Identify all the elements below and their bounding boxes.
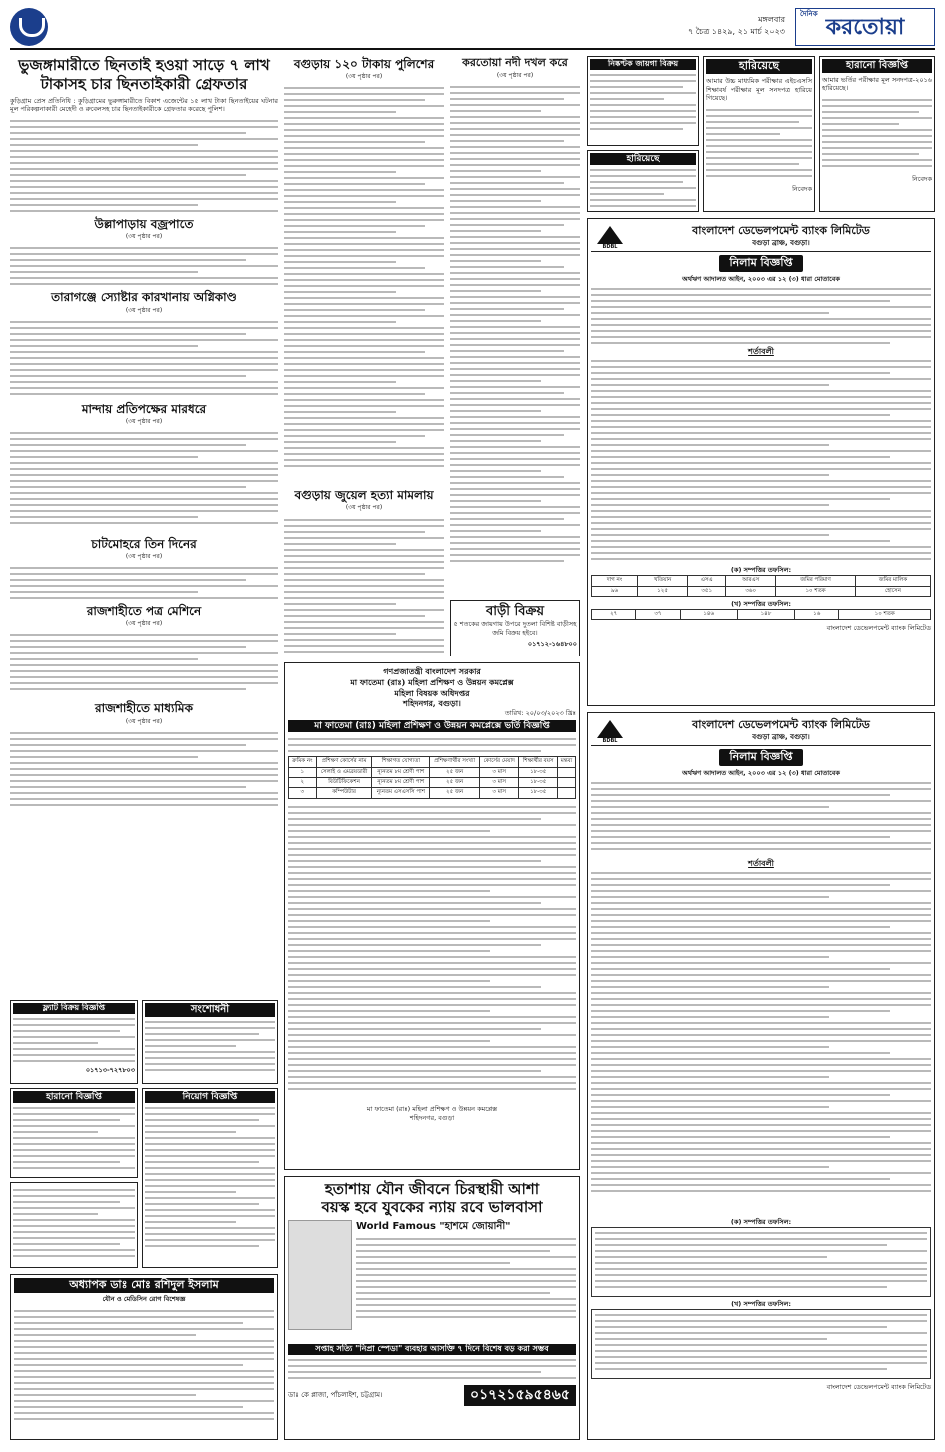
- bdbl1-logo-text: BDBL: [602, 244, 618, 250]
- main-headline: ভুজঙ্গামারীতে ছিনতাই হওয়া সাড়ে ৭ লাখ টাকাসহ চার ছিনতাইকারী গ্রেফতার: [18, 56, 270, 93]
- story-rajshahi-machine-body: [10, 630, 278, 700]
- paper-name: [795, 8, 935, 46]
- govt-th: ক্রমিক নং: [289, 757, 317, 767]
- story-jewel-murder-title: বগুড়ায় জুয়েল হত্যা মামলায়: [294, 488, 434, 503]
- story-jewel-murder-sub: (৩য় পৃষ্ঠার পর): [345, 504, 383, 512]
- bdbl-auction-notice-1: [587, 218, 935, 706]
- column-news-3: [450, 56, 580, 656]
- bdbl1-schedule-b-table: [591, 609, 931, 620]
- health-ad-headline-1: হতাশায় যৌন জীবনে চিরস্থায়ী আশা: [324, 1180, 540, 1198]
- doctor-specialty: যৌন ও মেডিসিন রোগ বিশেষজ্ঞ: [102, 1294, 186, 1303]
- table-cell: ৩৫১: [688, 586, 726, 596]
- doctor-name: অধ্যাপক ডাঃ মোঃ রশিদুল ইসলাম: [14, 1278, 274, 1293]
- table-cell: সেলাই ও এমব্রয়ডারী: [316, 767, 372, 777]
- story-jewel-murder-body: [284, 515, 444, 656]
- bdbl1-schedule-table: [591, 575, 931, 597]
- bdbl1-terms-title: শর্তাবলী: [748, 345, 774, 356]
- govt-th: প্রশিক্ষণ কোর্সের নাম: [316, 757, 372, 767]
- correction-notice: [142, 1000, 278, 1084]
- bdbl2-schedule-b-table: [591, 1309, 931, 1379]
- table-cell: ৩ মাস: [480, 777, 519, 787]
- table-cell: ১০ শতক: [776, 586, 856, 596]
- table-cell: ১: [289, 767, 317, 777]
- govt-signer: মা ফাতেমা (রাঃ) মহিলা প্রশিক্ষণ ও উন্নয়ন কমপ্লেক্স: [366, 1104, 498, 1113]
- story-chatmohar-body: [10, 563, 278, 603]
- govt-line-2: মা ফাতেমা (রাঃ) মহিলা প্রশিক্ষণ ও উন্নয়ন কমপ্লেক্স: [350, 676, 514, 687]
- lost-ad-3-title: হারানো বিজ্ঞপ্তি: [822, 59, 932, 73]
- table-cell: ২৭: [592, 609, 636, 619]
- house-sale-title: বাড়ী বিক্রয়: [485, 603, 544, 619]
- table-cell: ২৫ জন: [430, 767, 480, 777]
- bdbl2-branch: বগুড়া ব্রাঞ্চ, বগুড়া।: [752, 733, 810, 741]
- bdbl1-header: [591, 222, 931, 252]
- flat-sale-body: [13, 1014, 135, 1066]
- story-karatoya-river-sub: (৩য় পৃষ্ঠার পর): [496, 71, 534, 79]
- lost-ad-2-body: [590, 165, 696, 211]
- bdbl2-logo-text: BDBL: [602, 738, 618, 744]
- lost-ad-3-sign: নিবেদক: [912, 175, 932, 184]
- govt-th: মন্তব্য: [558, 757, 576, 767]
- doctor-chamber-body: [14, 1306, 274, 1436]
- column-news-2: [284, 56, 444, 656]
- land-sale-title: নিষ্কণ্টক জায়গা বিক্রয়: [590, 59, 696, 70]
- story-karatoya-river-body: [450, 82, 580, 594]
- house-sale-phone: ০১৭১২-১৬৪৮০০: [527, 640, 577, 649]
- table-row: [289, 788, 576, 798]
- bdbl1-th: জমির মালিক: [855, 576, 930, 586]
- bdbl1-terms: [591, 356, 931, 566]
- table-cell: ৩ মাস: [480, 788, 519, 798]
- table-cell: [558, 777, 576, 787]
- story-rajshahi-secondary-title: রাজশাহীতে মাধ্যমিক: [95, 701, 193, 716]
- lost-ad-3-text: আমার ভর্তির পরীক্ষার মূল সনদপত্র-২০১৬ হারিয়েছে।: [822, 75, 932, 93]
- story-manda-title: মান্দায় প্রতিপক্ষের মারধরে: [81, 401, 207, 416]
- health-ad-phone: ০১৭২১৫৯৫৪৬৫: [464, 1385, 576, 1406]
- lost-ad-4-body: [13, 1103, 135, 1177]
- govt-line-3: মহিলা বিষয়ক অধিদপ্তর: [394, 687, 470, 698]
- bdbl2-signer: বাংলাদেশ ডেভেলপমেন্ট ব্যাংক লিমিটেড: [826, 1382, 931, 1391]
- bdbl2-title: নিলাম বিজ্ঞপ্তি: [719, 749, 802, 766]
- bdbl2-terms-title: শর্তাবলী: [748, 857, 774, 868]
- bdbl1-intro: [591, 284, 931, 346]
- table-cell: ৩৭: [636, 609, 680, 619]
- govt-admission-notice: [284, 662, 580, 1170]
- lost-ad-1-sign: নিবেদক: [792, 185, 812, 194]
- story-taraganj-body: [10, 317, 278, 401]
- health-ad-bottom-body: [288, 1355, 576, 1383]
- story-manda-body: [10, 428, 278, 536]
- table-row: [289, 777, 576, 787]
- health-ad-body: [356, 1234, 576, 1330]
- table-cell: ১০ শতক: [839, 609, 931, 619]
- govt-date: তারিখ: ২০/০৩/২০২৩ খ্রিঃ: [504, 709, 576, 718]
- bdbl1-signer: বাংলাদেশ ডেভেলপমেন্ট ব্যাংক লিমিটেড: [826, 624, 931, 633]
- bdbl1-th: খতিয়ান: [637, 576, 687, 586]
- bdbl2-schedule-table: [591, 1227, 931, 1297]
- table-cell: ন্যূনতম এসএসসি পাশ: [372, 788, 430, 798]
- bdbl2-bank-name: বাংলাদেশ ডেভেলপমেন্ট ব্যাংক লিমিটেড: [692, 718, 870, 731]
- land-sale-ad: [587, 56, 699, 146]
- table-cell: [558, 788, 576, 798]
- story-bogura-police-title: বগুড়ায় ১২০ টাকায় পুলিশের: [293, 57, 435, 71]
- paper-prefix: দৈনিক: [800, 9, 818, 18]
- masthead-date-text: ৭ চৈত্র ১৪২৯, ২১ মার্চ ২০২৩: [688, 27, 785, 36]
- bdbl1-act-line: অর্থঋণ আদালত আইন, ২০০৩ এর ১২ (৩) ধারা মোতাবেক: [682, 274, 840, 283]
- bdbl2-terms: [591, 868, 931, 1218]
- bdbl2-intro: [591, 778, 931, 858]
- table-cell: ২: [289, 777, 317, 787]
- table-cell: ৩: [289, 788, 317, 798]
- govt-th: শিক্ষাগত যোগ্যতা: [372, 757, 430, 767]
- newspaper-logo-icon: [10, 8, 48, 46]
- table-cell: ১৪৬: [680, 609, 737, 619]
- bdbl1-branch: বগুড়া ব্রাঞ্চ, বগুড়া।: [752, 239, 810, 247]
- story-rajshahi-machine-sub: (৩য় পৃষ্ঠার পর): [125, 620, 163, 628]
- table-row: [289, 767, 576, 777]
- job-body: [145, 1103, 275, 1267]
- story-ullapara-title: উল্লাপাড়ায় বজ্রপাতে: [94, 217, 194, 232]
- story-rajshahi-secondary-body: [10, 728, 278, 818]
- main-story-body: [10, 116, 278, 216]
- lost-ad-1-text: আমার উচ্চ মাধ্যমিক পরীক্ষার এইচএসসি শিক্ষাবর্ষ পরীক্ষার মূল সনদপত্র হারিয়ে গিয়েছে।: [706, 76, 812, 103]
- story-chatmohar-sub: (৩য় পৃষ্ঠার পর): [125, 553, 163, 561]
- health-advert: [284, 1176, 580, 1440]
- story-karatoya-river-title: করতোয়া নদী দখল করে: [462, 56, 568, 69]
- main-lead: কুড়িগ্রাম প্রেস প্রতিনিধি : কুড়িগ্রামের ভুরুঙ্গামারীতে বিকাশ এজেন্টের ১৫ লাখ টাকা ছিনতাইয়ের ঘটনার মূল পরিকল্পনাকারী মেহেদী ও রুবেলসহ চার ছিনতাইকারীকে গ্রেফতার করেছে পুলিশ।: [10, 96, 278, 114]
- doctor-chamber-ad: [10, 1274, 278, 1440]
- story-taraganj-title: তারাগঞ্জে স্যোষ্টার কারখানায় অগ্নিকাণ্ড: [51, 290, 237, 305]
- house-sale-text: ৫ শতকের জায়গায় উপরে দুতলা বিশিষ্ট বাড়ীসহ জমি বিক্রয় হইবে।: [453, 620, 577, 638]
- bdbl1-title: নিলাম বিজ্ঞপ্তি: [719, 255, 802, 272]
- masthead-day: মঙ্গলবার: [758, 15, 785, 24]
- table-cell: হোসেন: [855, 586, 930, 596]
- table-cell: বিউটিফিকেশন: [316, 777, 372, 787]
- health-ad-address: ডাঃ কে প্লাজা, পাঁচলাইশ, চট্টগ্রাম।: [288, 1390, 383, 1399]
- table-row: [592, 586, 931, 596]
- table-cell: ন্যূনতম ৮ম শ্রেণী পাশ: [372, 767, 430, 777]
- bdbl2-schedule-title: (ক) সম্পত্তির তফসিল:: [730, 1218, 792, 1227]
- lost-ad-3-body: [822, 95, 932, 175]
- correction-body: [145, 1017, 275, 1079]
- govt-title: মা ফাতেমা (রাঃ) মহিলা প্রশিক্ষণ ও উন্নয়ন কমপ্লেক্সে ভর্তি বিজ্ঞপ্তি: [288, 720, 576, 732]
- story-rajshahi-machine-title: রাজশাহীতে পত্র মেশিনে: [86, 604, 202, 619]
- misc-ad: [10, 1182, 138, 1268]
- story-bogura-police-sub: (৩য় পৃষ্ঠার পর): [345, 73, 383, 81]
- job-title: নিয়োগ বিজ্ঞপ্তি: [145, 1091, 275, 1103]
- govt-course-table: [288, 756, 576, 799]
- bdbl1-th: দাগ নং: [592, 576, 638, 586]
- bdbl2-act-line: অর্থঋণ আদালত আইন, ২০০৩ এর ১২ (৩) ধারা মোতাবেক: [682, 768, 840, 777]
- story-manda-sub: (৩য় পৃষ্ঠার পর): [125, 417, 163, 425]
- story-taraganj-sub: (৩য় পৃষ্ঠার পর): [125, 306, 163, 314]
- bdbl1-th: আরএস: [726, 576, 776, 586]
- table-cell: ন্যূনতম ৮ম শ্রেণী পাশ: [372, 777, 430, 787]
- govt-line-1: গণপ্রজাতন্ত্রী বাংলাদেশ সরকার: [383, 666, 481, 676]
- bdbl1-bank-name: বাংলাদেশ ডেভেলপমেন্ট ব্যাংক লিমিটেড: [692, 224, 870, 237]
- misc-ad-body: [13, 1185, 135, 1265]
- story-rajshahi-secondary-sub: (৩য় পৃষ্ঠার পর): [125, 717, 163, 725]
- govt-th: প্রশিক্ষণার্থীর সংখ্যা: [430, 757, 480, 767]
- table-cell: ১৪৮: [737, 609, 794, 619]
- govt-signer-place: শহিদনগর, বগুড়া: [409, 1113, 455, 1122]
- flat-sale-ad: [10, 1000, 138, 1084]
- lost-ad-1: [703, 56, 815, 212]
- masthead: [10, 8, 935, 50]
- govt-intro: [288, 734, 576, 756]
- govt-th: কোর্সের মেয়াদ: [480, 757, 519, 767]
- table-cell: ১৮-৩৫: [519, 767, 558, 777]
- table-cell: ১৮-৩৫: [519, 788, 558, 798]
- table-cell: ৯৬: [592, 586, 638, 596]
- bdbl1-schedule-b-title: (খ) সম্পত্তির তফসিল:: [731, 600, 791, 609]
- masthead-date: [688, 14, 785, 38]
- doctor-photo: [288, 1220, 352, 1330]
- bdbl-auction-notice-2: [587, 712, 935, 1440]
- bdbl1-th: এসএ: [688, 576, 726, 586]
- table-cell: [558, 767, 576, 777]
- bdbl2-header: [591, 716, 931, 746]
- lost-ad-1-body: [706, 105, 812, 185]
- table-cell: কম্পিউটার: [316, 788, 372, 798]
- table-cell: ১২৫: [637, 586, 687, 596]
- lost-ad-4: [10, 1088, 138, 1178]
- bdbl-logo-icon: [597, 226, 623, 248]
- bdbl-logo-icon: [597, 720, 623, 742]
- bdbl1-schedule-title: (ক) সম্পত্তির তফসিল:: [730, 566, 792, 575]
- correction-title: সংশোধনী: [145, 1003, 275, 1017]
- health-ad-bottom: সপ্তাহ সত্যি "নিপ্রা স্পেডা" ব্যবহার আসক্তি ৭ দিনে বিশেষ বড় করা সম্ভব: [288, 1344, 576, 1355]
- health-ad-headline-2: বয়স্ক হবে যুবকের ন্যায় রবে ভালবাসা: [321, 1198, 543, 1216]
- lost-ad-4-title: হারানো বিজ্ঞপ্তি: [13, 1091, 135, 1103]
- paper-title: করতোয়া: [825, 14, 905, 40]
- table-cell: ২৫ জন: [430, 777, 480, 787]
- story-chatmohar-title: চাটমোহরে তিন দিনের: [91, 536, 197, 551]
- table-cell: ১৮-৩৫: [519, 777, 558, 787]
- table-row: [592, 609, 931, 619]
- story-ullapara-sub: (৩য় পৃষ্ঠার পর): [125, 233, 163, 241]
- govt-th: শিক্ষার্থীর বয়স: [519, 757, 558, 767]
- govt-conditions: [288, 802, 576, 1102]
- column-news-1: [10, 56, 278, 996]
- lost-ad-2: [587, 150, 699, 212]
- lost-ad-3: [819, 56, 935, 212]
- flat-sale-phone: ০১৭১৩-৭২৭৮০৩: [85, 1065, 135, 1074]
- house-sale-ad: [450, 600, 580, 656]
- flat-sale-title: ফ্ল্যাট বিক্রয় বিজ্ঞপ্তি: [13, 1003, 135, 1014]
- health-ad-tagline: World Famous "হাশমে জোয়ানী": [356, 1221, 511, 1232]
- job-notice: [142, 1088, 278, 1268]
- table-cell: ৩৬০: [726, 586, 776, 596]
- bdbl1-th: জমির পরিমাণ: [776, 576, 856, 586]
- table-cell: ৩ মাস: [480, 767, 519, 777]
- story-ullapara-body: [10, 243, 278, 289]
- bdbl2-schedule-b-title: (খ) সম্পত্তির তফসিল:: [731, 1300, 791, 1309]
- lost-ad-2-title: হারিয়েছে: [590, 153, 696, 165]
- story-bogura-police-body: [284, 83, 444, 483]
- table-cell: ১৬: [795, 609, 839, 619]
- lost-ad-1-title: হারিয়েছে: [706, 59, 812, 74]
- govt-line-4: শহিদনগর, বগুড়া।: [403, 698, 461, 709]
- table-cell: ২৫ জন: [430, 788, 480, 798]
- land-sale-body: [590, 70, 696, 140]
